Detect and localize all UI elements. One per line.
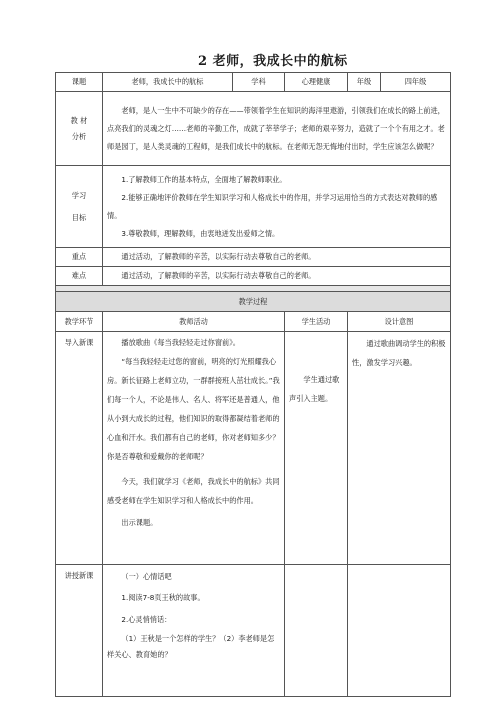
col-stage: 教学环节	[56, 312, 103, 332]
lesson-stage: 讲授新课	[56, 565, 103, 697]
col-teacher: 教师活动	[103, 312, 285, 332]
header-row	[56, 73, 451, 92]
goal-item: 1.了解教师工作的基本特点，全面地了解教师职业。	[121, 174, 287, 184]
col-intent: 设计意图	[348, 312, 451, 332]
goals-label-line1: 学习	[71, 190, 87, 200]
lesson-student-cell	[285, 565, 348, 697]
intro-student-cell	[285, 332, 348, 565]
lesson-intent-cell	[348, 565, 451, 697]
subject-value: 心理健康	[285, 73, 348, 92]
analysis-text-cell	[103, 92, 451, 166]
lesson-row	[56, 565, 451, 697]
col-student: 学生活动	[285, 312, 348, 332]
analysis-label-line1: 教 材	[70, 115, 88, 125]
process-heading-row	[56, 292, 451, 312]
grade-value: 四年级	[381, 73, 451, 92]
keypoint-text	[103, 248, 451, 267]
intro-teacher-para: “每当我轻轻走过您的窗前，明亮的灯光照耀我心房。新长征路上老师立功，一群群接班人茁壮成长。”我们每一个人，不论是伟人、名人、将军还是普通人，他从小到大成长的过程，他们知识的取得都凝结着老师的心血和汗水。我们都有自己的老师，你对老师知多少？你是否尊敬和爱戴你的老师呢？	[107, 357, 280, 461]
keypoint-row	[56, 248, 451, 267]
intro-teacher-para: 出示课题。	[121, 518, 158, 527]
intro-teacher-cell	[103, 332, 285, 565]
intro-intent-cell	[348, 332, 451, 565]
course-value: 老师，我成长中的航标	[103, 73, 233, 92]
lesson-teacher-cell	[103, 565, 285, 697]
analysis-text: 老师，是人一生中不可缺少的存在——带领着学生在知识的海洋里遨游，引领我们在成长的路上前进，点亮我们的灵魂之灯……老师的辛勤工作，成就了莘莘学子；老师的艰辛努力，造就了一个个有用之才。老师是园丁，是人类灵魂的工程师，是我们成长中的航标。在老师无怨无悔地付出时，学生应该怎么做呢？	[107, 105, 445, 151]
analysis-label	[56, 92, 103, 166]
difficulty-row	[56, 267, 451, 286]
lesson-teacher-para: 2.心灵悄悄话：	[121, 615, 172, 624]
difficulty-text	[103, 267, 451, 286]
process-columns-row	[56, 312, 451, 332]
analysis-label-line2: 分析	[71, 131, 87, 141]
keypoint-label: 重点	[56, 248, 103, 267]
goals-cell	[103, 166, 451, 248]
difficulty-value: 通过活动，了解教师的辛苦，以实际行动去尊敬自己的老师。	[121, 271, 316, 280]
process-heading: 教学过程	[56, 292, 451, 312]
intro-row	[56, 332, 451, 565]
intro-stage: 导入新课	[56, 332, 103, 565]
difficulty-label: 难点	[56, 267, 103, 286]
goal-item: 2.能够正确地评价教师在学生知识学习和人格成长中的作用，并学习运用恰当的方式表达对教师的感情。	[107, 192, 438, 220]
intro-teacher-para: 播放歌曲《每当我轻轻走过你窗前》。	[121, 338, 240, 347]
subject-label: 学科	[233, 73, 285, 92]
course-label: 课题	[56, 73, 103, 92]
keypoint-value: 通过活动，了解教师的辛苦，以实际行动去尊敬自己的老师。	[121, 252, 316, 261]
intro-intent: 通过歌曲调动学生的积极性，激发学习兴趣。	[352, 339, 446, 367]
lesson-teacher-para: 1.阅读7-8页王秋的故事。	[121, 593, 205, 602]
lesson-teacher-para: （1）王秋是一个怎样的学生？（2）李老师是怎样关心、教育她的？	[107, 634, 275, 659]
grade-label: 年级	[348, 73, 381, 92]
goals-label	[56, 166, 103, 248]
intro-teacher-para: 今天，我们就学习《老师，我成长中的航标》共同感受老师在学生知识学习和人格成长中的作用。	[107, 477, 280, 505]
goals-label-line2: 目标	[71, 212, 87, 222]
page-title: 2 老师，我成长中的航标	[198, 54, 348, 69]
analysis-row	[56, 92, 451, 166]
lesson-plan-table	[55, 72, 451, 697]
goals-row	[56, 166, 451, 248]
intro-student: 学生通过歌声引入主题。	[289, 375, 340, 403]
lesson-teacher-para: （一）心情话吧	[121, 572, 172, 581]
goal-item: 3.尊敬教师，理解教师，由衷地迸发出爱师之情。	[121, 228, 280, 238]
